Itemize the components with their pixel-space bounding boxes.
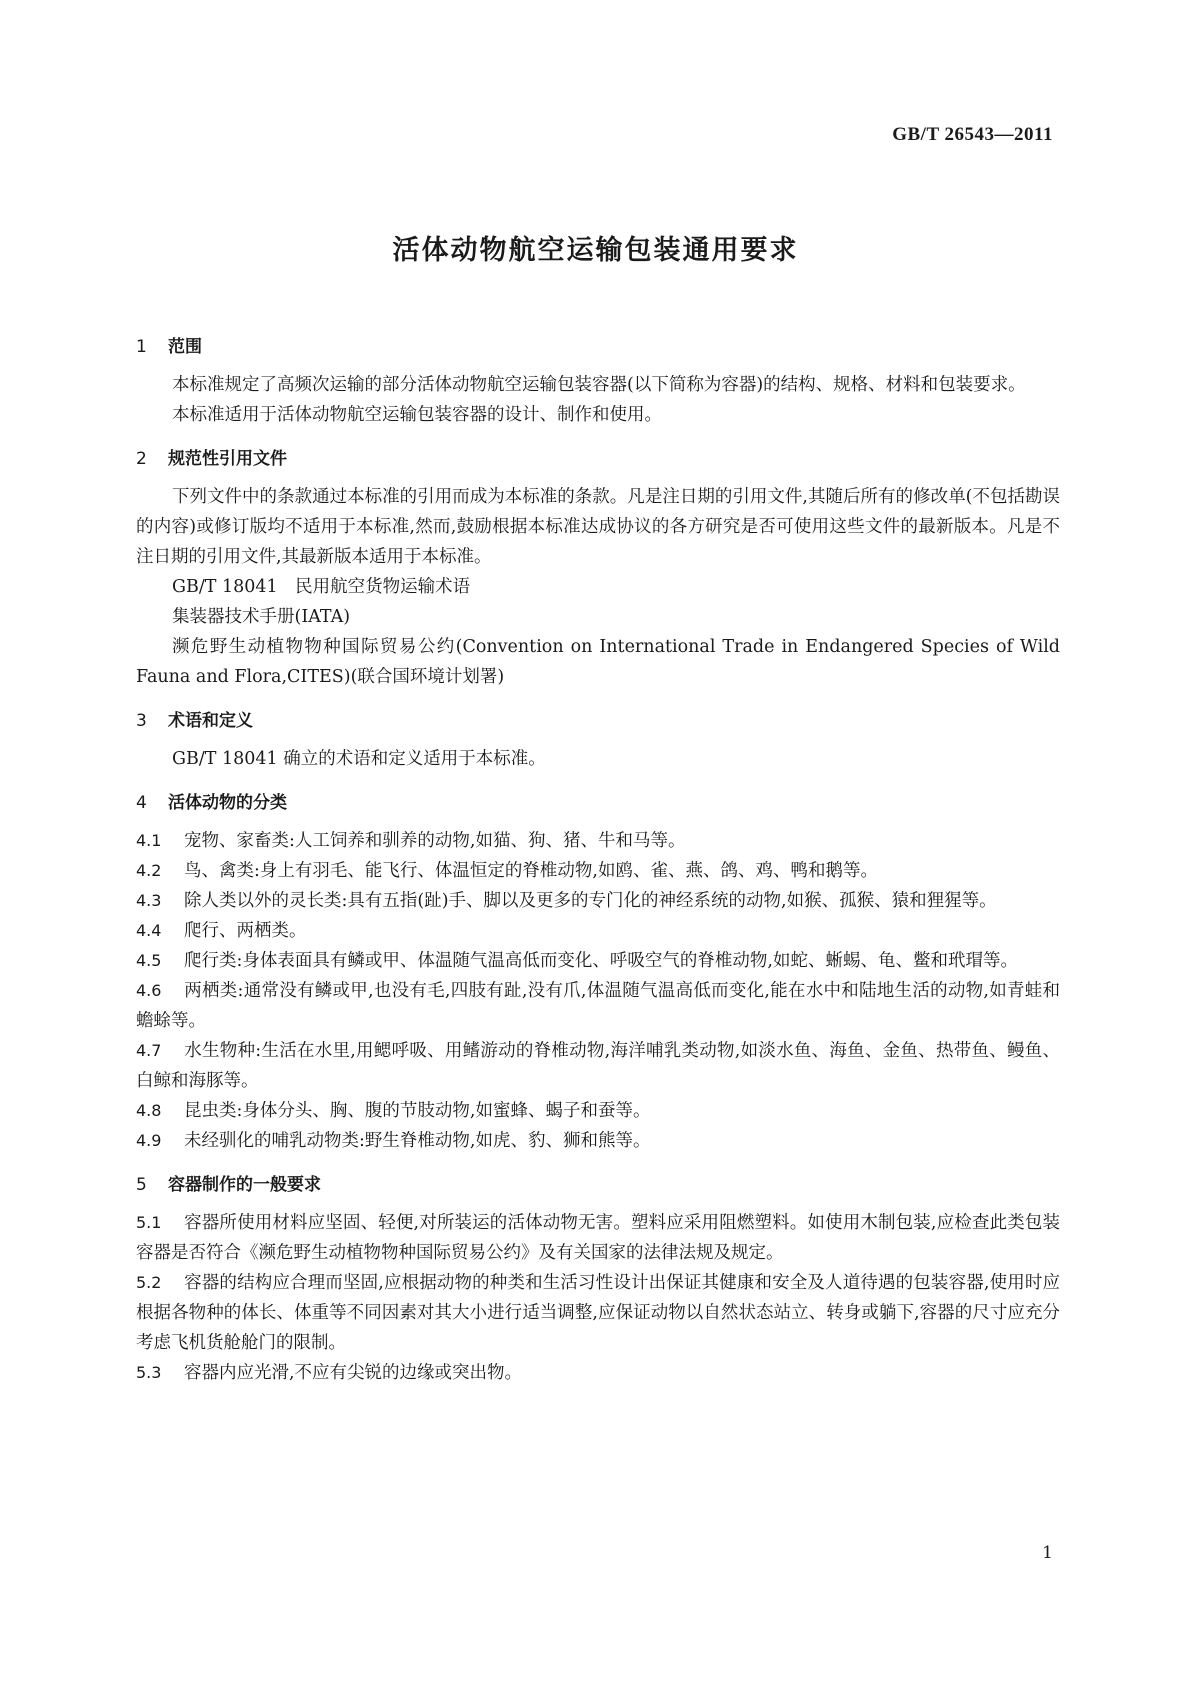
clause-4-4	[136, 916, 1060, 946]
section-number: 1	[136, 337, 147, 357]
document-title: 活体动物航空运输包装通用要求	[392, 235, 799, 266]
clause-number: 5.1	[136, 1213, 162, 1232]
section-heading-terms	[136, 704, 1060, 738]
section-heading-scope	[136, 330, 1060, 364]
section-title: 容器制作的一般要求	[168, 1175, 321, 1195]
standard-code: GB/T 26543—2011	[892, 124, 1053, 145]
clause-number: 4.8	[136, 1101, 162, 1120]
clause-number: 5.2	[136, 1273, 162, 1292]
clause-number: 4.6	[136, 981, 162, 1000]
section-title: 规范性引用文件	[168, 449, 287, 469]
reference-item: GB/T 18041 民用航空货物运输术语	[172, 577, 471, 597]
clause-4-5	[136, 946, 1060, 976]
section-number: 3	[136, 711, 147, 731]
clause-4-3	[136, 886, 1060, 916]
section-number: 5	[136, 1175, 147, 1195]
clause-text: 容器内应光滑,不应有尖锐的边缘或突出物。	[184, 1363, 523, 1383]
paragraph: 本标准适用于活体动物航空运输包装容器的设计、制作和使用。	[172, 405, 662, 425]
clause-number: 4.9	[136, 1131, 162, 1150]
paragraph: GB/T 18041 确立的术语和定义适用于本标准。	[172, 749, 546, 769]
page-number: 1	[1042, 1543, 1053, 1563]
clause-text: 爬行、两栖类。	[184, 921, 307, 941]
clause-5-1	[136, 1208, 1060, 1268]
clause-text: 宠物、家畜类:人工饲养和驯养的动物,如猫、狗、猪、牛和马等。	[184, 831, 686, 851]
clause-4-1	[136, 826, 1060, 856]
clause-number: 4.2	[136, 861, 162, 880]
clause-text: 水生物种:生活在水里,用鳃呼吸、用鳍游动的脊椎动物,海洋哺乳类动物,如淡水鱼、海鱼、金鱼、热带鱼、鳗鱼、白鲸和海豚等。	[136, 1041, 1060, 1091]
section-title: 范围	[168, 337, 202, 357]
reference-item: 集装器技术手册(IATA)	[172, 607, 351, 627]
paragraph: 本标准规定了高频次运输的部分活体动物航空运输包装容器(以下简称为容器)的结构、规格、材料和包装要求。	[172, 375, 1026, 395]
section-heading-general-requirements	[136, 1168, 1060, 1202]
clause-text: 两栖类:通常没有鳞或甲,也没有毛,四肢有趾,没有爪,体温随气温高低而变化,能在水中和陆地生活的动物,如青蛙和蟾蜍等。	[136, 981, 1060, 1031]
clause-text: 未经驯化的哺乳动物类:野生脊椎动物,如虎、豹、狮和熊等。	[184, 1131, 651, 1151]
section-title: 术语和定义	[168, 711, 253, 731]
document-body	[136, 330, 1060, 1388]
clause-4-7	[136, 1036, 1060, 1096]
clause-text: 昆虫类:身体分头、胸、腹的节肢动物,如蜜蜂、蝎子和蚕等。	[184, 1101, 651, 1121]
section-heading-classification	[136, 786, 1060, 820]
clause-text: 鸟、禽类:身上有羽毛、能飞行、体温恒定的脊椎动物,如鸥、雀、燕、鸽、鸡、鸭和鹅等。	[184, 861, 878, 881]
clause-4-6	[136, 976, 1060, 1036]
clause-4-2	[136, 856, 1060, 886]
clause-5-3	[136, 1358, 1060, 1388]
clause-number: 5.3	[136, 1363, 162, 1382]
clause-number: 4.1	[136, 831, 162, 850]
clause-number: 4.4	[136, 921, 162, 940]
paragraph: 下列文件中的条款通过本标准的引用而成为本标准的条款。凡是注日期的引用文件,其随后所有的修改单(不包括勘误的内容)或修订版均不适用于本标准,然而,鼓励根据本标准达成协议的各方研究是否可使用这些文件的最新版本。凡是不注日期的引用文件,其最新版本适用于本标准。	[136, 487, 1060, 567]
clause-5-2	[136, 1268, 1060, 1358]
clause-text: 容器的结构应合理而坚固,应根据动物的种类和生活习性设计出保证其健康和安全及人道待遇的包装容器,使用时应根据各物种的体长、体重等不同因素对其大小进行适当调整,应保证动物以自然状态站立、转身或躺下,容器的尺寸应充分考虑飞机货舱舱门的限制。	[136, 1273, 1060, 1353]
clause-text: 容器所使用材料应坚固、轻便,对所装运的活体动物无害。塑料应采用阻燃塑料。如使用木制包装,应检查此类包装容器是否符合《濒危野生动植物物种国际贸易公约》及有关国家的法律法规及规定。	[136, 1213, 1060, 1263]
clause-text: 除人类以外的灵长类:具有五指(趾)手、脚以及更多的专门化的神经系统的动物,如猴、孤猴、猿和狸猩等。	[184, 891, 997, 911]
clause-4-8	[136, 1096, 1060, 1126]
clause-number: 4.5	[136, 951, 162, 970]
clause-number: 4.7	[136, 1041, 162, 1060]
section-number: 4	[136, 793, 147, 813]
clause-number: 4.3	[136, 891, 162, 910]
section-title: 活体动物的分类	[168, 793, 287, 813]
section-number: 2	[136, 449, 147, 469]
clause-4-9	[136, 1126, 1060, 1156]
reference-item: 濒危野生动植物物种国际贸易公约(Convention on International Trade in Endangered Species of Wild Fauna and Flora,CITES)(联合国环境计划署)	[136, 637, 1060, 687]
clause-text: 爬行类:身体表面具有鳞或甲、体温随气温高低而变化、呼吸空气的脊椎动物,如蛇、蜥蜴、龟、鳖和玳瑁等。	[184, 951, 1018, 971]
section-heading-normative-references	[136, 442, 1060, 476]
